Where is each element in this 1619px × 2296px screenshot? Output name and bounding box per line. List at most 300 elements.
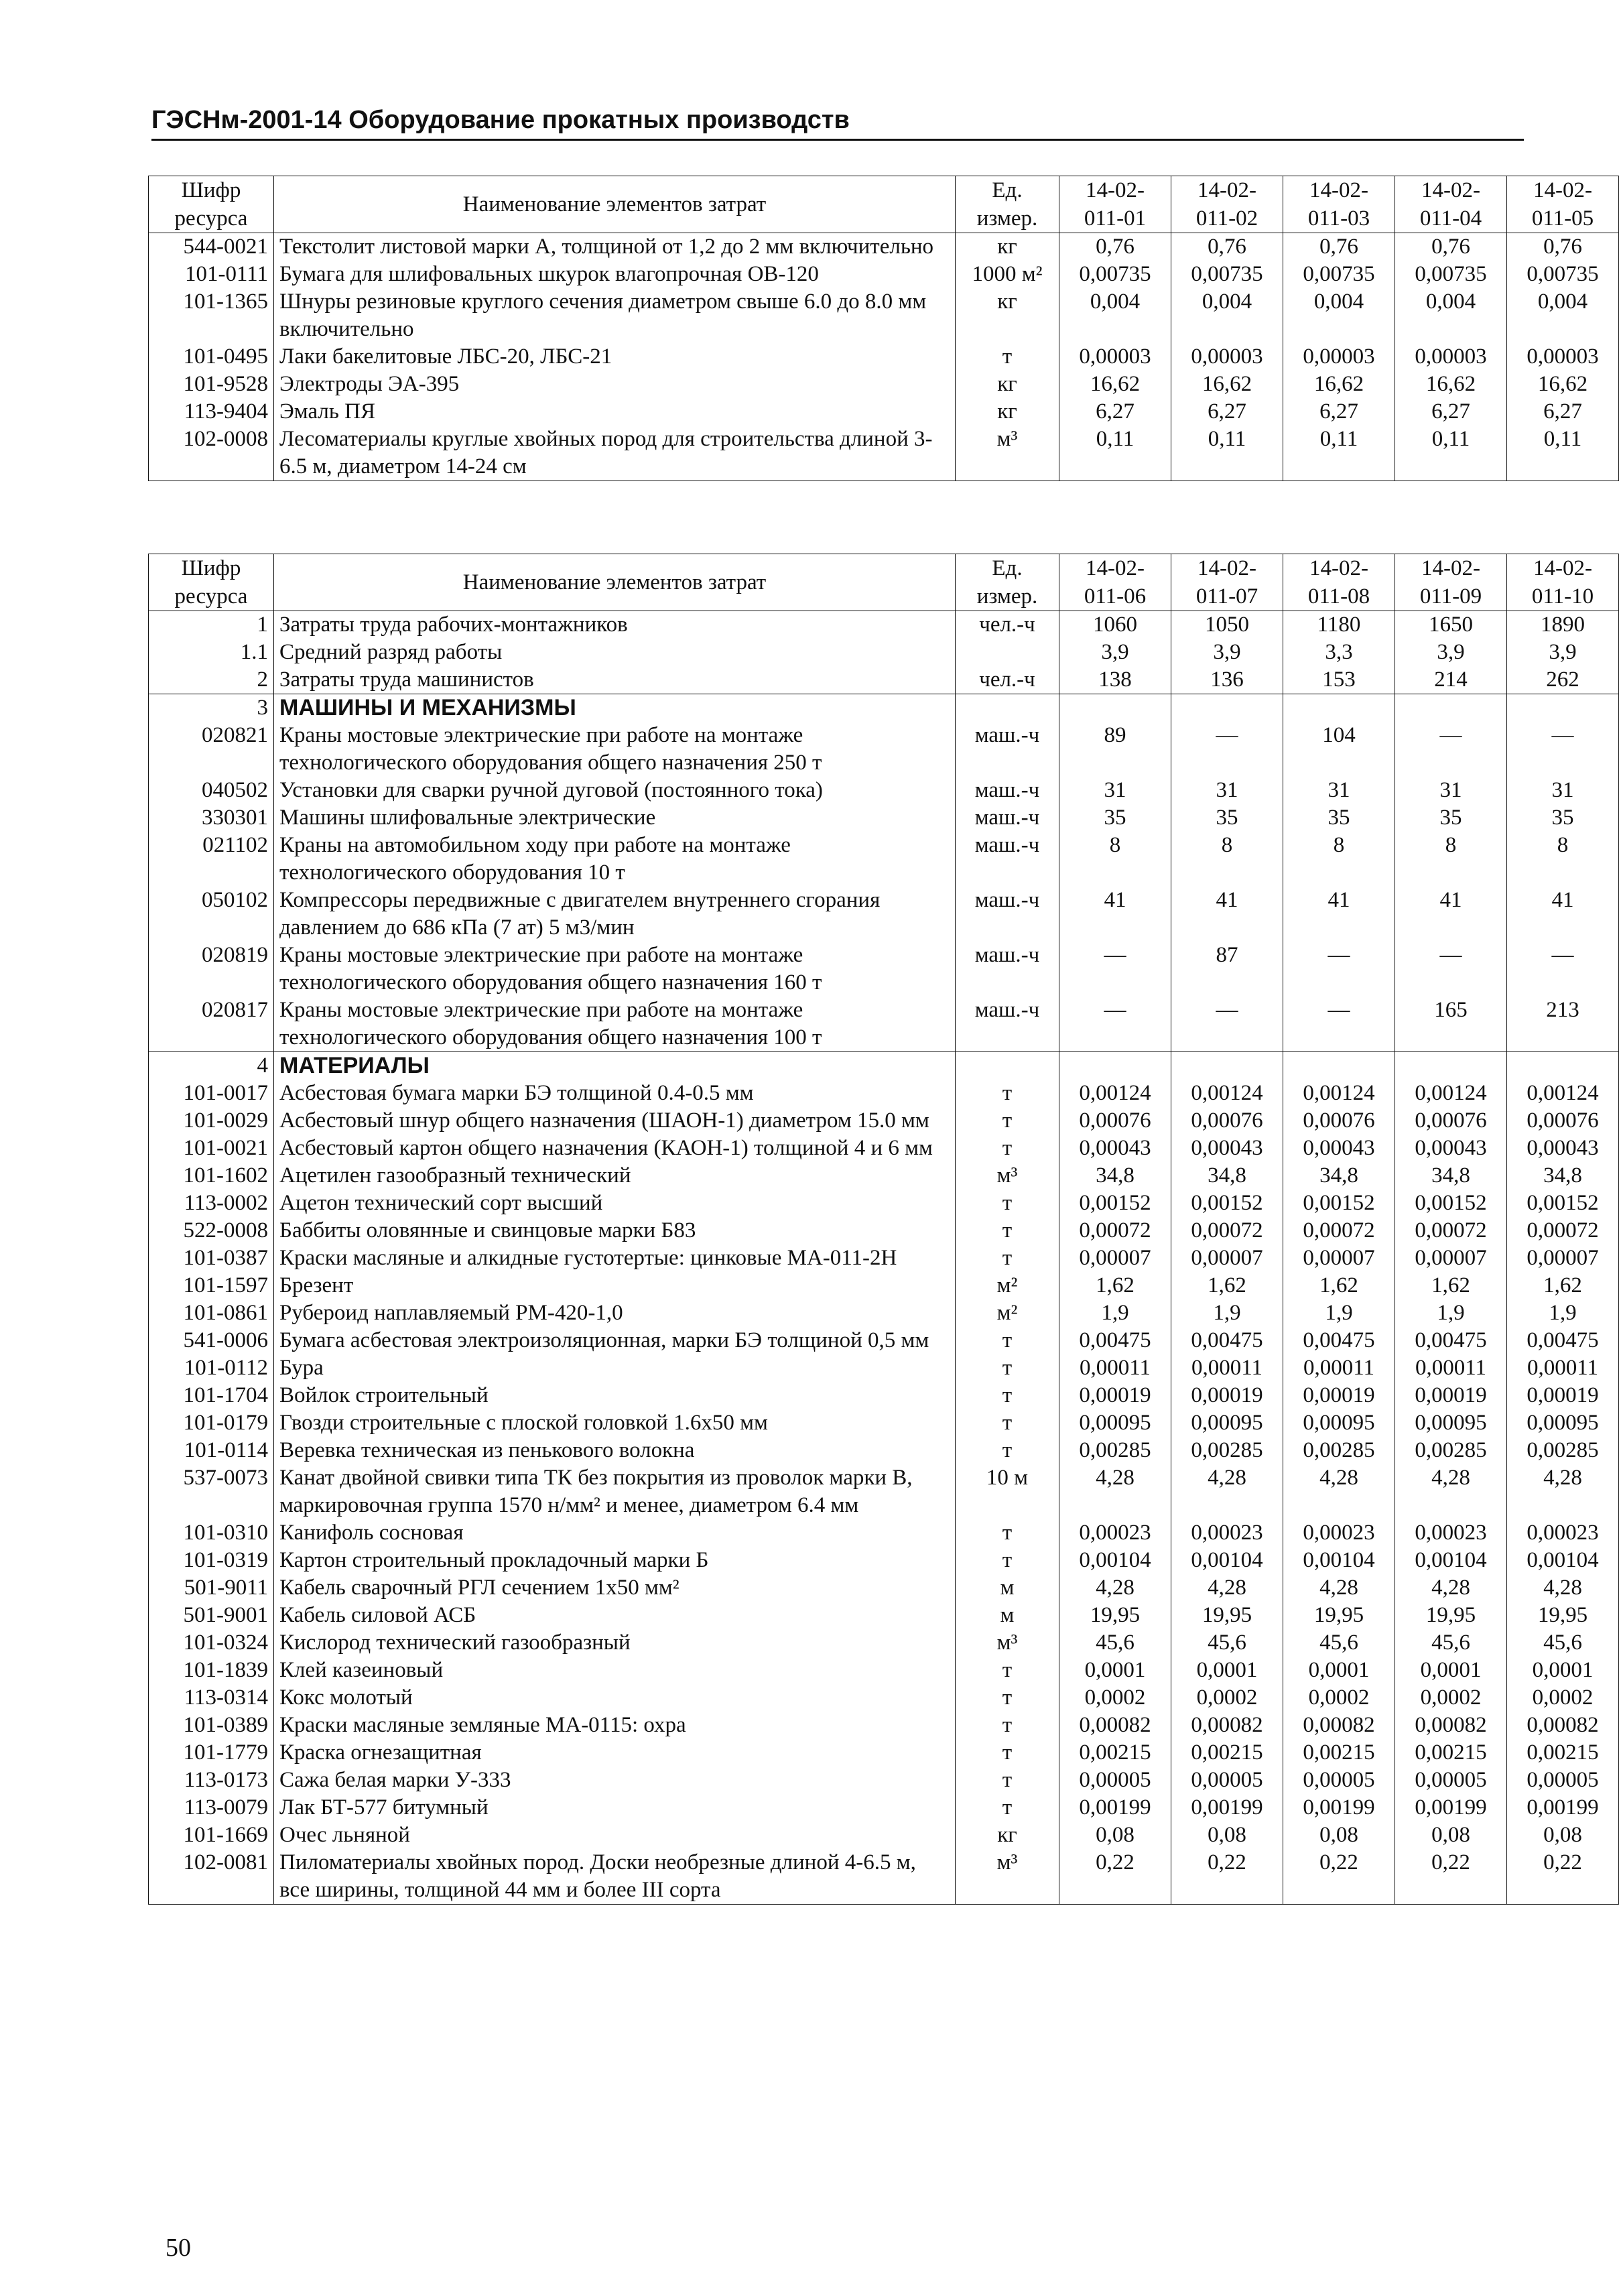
table-row <box>149 804 1619 832</box>
table-row <box>149 1602 1619 1629</box>
value-cell: 0,00003 <box>1171 343 1283 371</box>
resource-name: Краны мостовые электрические при работе на монтаже технологического оборудования общего назначения 100 т <box>274 997 956 1052</box>
resource-code: 101-0387 <box>149 1245 274 1272</box>
unit-cell: кг <box>956 1822 1059 1849</box>
value-cell: — <box>1171 722 1283 777</box>
value-cell: 0,00124 <box>1507 1080 1619 1107</box>
value-cell: 1890 <box>1507 611 1619 639</box>
table-row <box>149 1327 1619 1354</box>
value-cell: 3,9 <box>1171 639 1283 666</box>
value-cell: 0,00005 <box>1059 1767 1171 1794</box>
value-cell: 0,00005 <box>1507 1767 1619 1794</box>
resource-name: Пиломатериалы хвойных пород. Доски необрезные длиной 4-6.5 м, все ширины, толщиной 44 мм и более III сорта <box>274 1849 956 1905</box>
value-cell: 87 <box>1171 942 1283 997</box>
resource-name: Брезент <box>274 1272 956 1299</box>
value-cell: 16,62 <box>1507 371 1619 398</box>
value-cell: 19,95 <box>1171 1602 1283 1629</box>
value-cell: 0,00003 <box>1395 343 1507 371</box>
unit-cell: т <box>956 1767 1059 1794</box>
unit-cell: т <box>956 1657 1059 1684</box>
col-header-norm: 14-02- 011-05 <box>1507 176 1619 233</box>
value-cell <box>1283 694 1395 722</box>
value-cell: 0,00735 <box>1283 261 1395 288</box>
value-cell: 45,6 <box>1171 1629 1283 1657</box>
table-row <box>149 1767 1619 1794</box>
table-body <box>149 233 1619 481</box>
table-header <box>149 176 1619 233</box>
value-cell: 4,28 <box>1059 1464 1171 1519</box>
value-cell: 0,00023 <box>1283 1519 1395 1547</box>
value-cell: 0,00124 <box>1395 1080 1507 1107</box>
unit-cell: м <box>956 1602 1059 1629</box>
value-cell: 1,9 <box>1395 1299 1507 1327</box>
resource-name: Кокс молотый <box>274 1684 956 1712</box>
value-cell: 0,00104 <box>1395 1547 1507 1574</box>
resource-name: Текстолит листовой марки А, толщиной от 1,2 до 2 мм включительно <box>274 233 956 261</box>
value-cell: 4,28 <box>1395 1464 1507 1519</box>
unit-cell: кг <box>956 371 1059 398</box>
value-cell: 4,28 <box>1171 1464 1283 1519</box>
table-row <box>149 1190 1619 1217</box>
value-cell: 0,00152 <box>1171 1190 1283 1217</box>
value-cell: 0,00104 <box>1283 1547 1395 1574</box>
unit-cell: 10 м <box>956 1464 1059 1519</box>
value-cell: 1060 <box>1059 611 1171 639</box>
unit-cell: т <box>956 1217 1059 1245</box>
unit-cell: т <box>956 1107 1059 1135</box>
unit-cell: чел.-ч <box>956 611 1059 639</box>
resource-name: Асбестовый картон общего назначения (КАОН-1) толщиной 4 и 6 мм <box>274 1135 956 1162</box>
resource-name: Очес льняной <box>274 1822 956 1849</box>
unit-cell: т <box>956 1245 1059 1272</box>
value-cell: 0,004 <box>1059 288 1171 343</box>
value-cell: 35 <box>1171 804 1283 832</box>
value-cell: 0,00043 <box>1507 1135 1619 1162</box>
value-cell: 8 <box>1395 832 1507 887</box>
resource-name: Картон строительный прокладочный марки Б <box>274 1547 956 1574</box>
resource-code: 1 <box>149 611 274 639</box>
value-cell: 153 <box>1283 666 1395 694</box>
value-cell: 4,28 <box>1395 1574 1507 1602</box>
table-row <box>149 1354 1619 1382</box>
value-cell: 4,28 <box>1283 1464 1395 1519</box>
table-row <box>149 1135 1619 1162</box>
value-cell: 0,00285 <box>1059 1437 1171 1464</box>
resource-code: 522-0008 <box>149 1217 274 1245</box>
value-cell: 0,00007 <box>1395 1245 1507 1272</box>
table-row <box>149 722 1619 777</box>
value-cell <box>1171 1052 1283 1080</box>
resource-code: 544-0021 <box>149 233 274 261</box>
value-cell: 1,9 <box>1507 1299 1619 1327</box>
value-cell: 0,08 <box>1283 1822 1395 1849</box>
resource-name: Канат двойной свивки типа ТК без покрытия из проволок марки В, маркировочная группа 1570 н/мм² и менее, диаметром 6.4 мм <box>274 1464 956 1519</box>
resource-code: 537-0073 <box>149 1464 274 1519</box>
unit-cell: маш.-ч <box>956 804 1059 832</box>
value-cell: 0,00043 <box>1059 1135 1171 1162</box>
resource-code: 101-0310 <box>149 1519 274 1547</box>
resource-name: МАТЕРИАЛЫ <box>274 1052 956 1080</box>
resource-code: 101-1597 <box>149 1272 274 1299</box>
value-cell: 45,6 <box>1283 1629 1395 1657</box>
resource-name: Краны мостовые электрические при работе на монтаже технологического оборудования общего назначения 250 т <box>274 722 956 777</box>
value-cell: 0,00215 <box>1059 1739 1171 1767</box>
resource-code: 101-1839 <box>149 1657 274 1684</box>
unit-cell: т <box>956 343 1059 371</box>
resource-code: 101-1365 <box>149 288 274 343</box>
value-cell <box>1283 1052 1395 1080</box>
unit-cell: маш.-ч <box>956 997 1059 1052</box>
value-cell: 0,00076 <box>1171 1107 1283 1135</box>
table-row <box>149 1684 1619 1712</box>
header-row <box>149 554 1619 611</box>
value-cell: — <box>1283 997 1395 1052</box>
resource-code: 113-9404 <box>149 398 274 426</box>
unit-cell: т <box>956 1519 1059 1547</box>
table-row <box>149 1162 1619 1190</box>
value-cell: 0,00011 <box>1059 1354 1171 1382</box>
col-header-norm: 14-02- 011-01 <box>1059 176 1171 233</box>
table-row <box>149 1657 1619 1684</box>
resource-name: МАШИНЫ И МЕХАНИЗМЫ <box>274 694 956 722</box>
resource-code: 101-0114 <box>149 1437 274 1464</box>
value-cell: 0,00005 <box>1395 1767 1507 1794</box>
resource-code: 101-0017 <box>149 1080 274 1107</box>
value-cell: 0,00285 <box>1507 1437 1619 1464</box>
resource-name: Затраты труда рабочих-монтажников <box>274 611 956 639</box>
value-cell: 0,00023 <box>1171 1519 1283 1547</box>
value-cell: 0,00199 <box>1395 1794 1507 1822</box>
page-number: 50 <box>166 2234 191 2262</box>
resource-code: 4 <box>149 1052 274 1080</box>
value-cell: 0,0002 <box>1395 1684 1507 1712</box>
unit-cell: т <box>956 1684 1059 1712</box>
resource-code: 020817 <box>149 997 274 1052</box>
resource-code: 101-0021 <box>149 1135 274 1162</box>
value-cell: 0,00735 <box>1059 261 1171 288</box>
unit-cell: кг <box>956 398 1059 426</box>
value-cell: 0,00124 <box>1171 1080 1283 1107</box>
table-row <box>149 1245 1619 1272</box>
resource-name: Краски масляные и алкидные густотертые: цинковые МА-011-2Н <box>274 1245 956 1272</box>
value-cell: 0,00152 <box>1059 1190 1171 1217</box>
resource-code: 101-0495 <box>149 343 274 371</box>
resource-code: 101-0179 <box>149 1409 274 1437</box>
value-cell: 0,00475 <box>1395 1327 1507 1354</box>
resource-code: 040502 <box>149 777 274 804</box>
value-cell: 0,00043 <box>1395 1135 1507 1162</box>
table-row <box>149 942 1619 997</box>
value-cell: 0,00475 <box>1507 1327 1619 1354</box>
value-cell: 0,00735 <box>1507 261 1619 288</box>
unit-cell: т <box>956 1547 1059 1574</box>
resource-code: 330301 <box>149 804 274 832</box>
col-header-norm: 14-02- 011-02 <box>1171 176 1283 233</box>
value-cell: 0,00023 <box>1059 1519 1171 1547</box>
resource-name: Затраты труда машинистов <box>274 666 956 694</box>
resource-name: Компрессоры передвижные с двигателем внутреннего сгорания давлением до 686 кПа (7 ат) 5 м3/мин <box>274 887 956 942</box>
value-cell: 0,76 <box>1395 233 1507 261</box>
resource-name: Краска огнезащитная <box>274 1739 956 1767</box>
value-cell: 35 <box>1395 804 1507 832</box>
resource-name: Канифоль сосновая <box>274 1519 956 1547</box>
value-cell: 0,00019 <box>1395 1382 1507 1409</box>
value-cell: 1,9 <box>1283 1299 1395 1327</box>
unit-cell: 1000 м² <box>956 261 1059 288</box>
value-cell: 31 <box>1283 777 1395 804</box>
value-cell: 136 <box>1171 666 1283 694</box>
value-cell: 19,95 <box>1059 1602 1171 1629</box>
value-cell: 0,00475 <box>1171 1327 1283 1354</box>
table-row <box>149 233 1619 261</box>
unit-cell: т <box>956 1437 1059 1464</box>
table-row <box>149 1409 1619 1437</box>
table-row <box>149 398 1619 426</box>
value-cell: 104 <box>1283 722 1395 777</box>
col-header-code: Шифр ресурса <box>149 176 274 233</box>
value-cell: 0,00215 <box>1507 1739 1619 1767</box>
value-cell: 0,76 <box>1283 233 1395 261</box>
value-cell: 3,3 <box>1283 639 1395 666</box>
value-cell: 0,00007 <box>1507 1245 1619 1272</box>
table-row <box>149 1519 1619 1547</box>
value-cell: 0,00007 <box>1283 1245 1395 1272</box>
value-cell: 45,6 <box>1059 1629 1171 1657</box>
value-cell: 0,00019 <box>1507 1382 1619 1409</box>
value-cell: 165 <box>1395 997 1507 1052</box>
value-cell: 0,00095 <box>1395 1409 1507 1437</box>
table-row <box>149 343 1619 371</box>
value-cell: 0,00735 <box>1171 261 1283 288</box>
value-cell: 89 <box>1059 722 1171 777</box>
value-cell: 41 <box>1283 887 1395 942</box>
table-row <box>149 1299 1619 1327</box>
table-row <box>149 1464 1619 1519</box>
value-cell: 0,00285 <box>1395 1437 1507 1464</box>
value-cell: 16,62 <box>1171 371 1283 398</box>
value-cell: 0,00104 <box>1507 1547 1619 1574</box>
unit-cell: т <box>956 1354 1059 1382</box>
resource-code: 101-0861 <box>149 1299 274 1327</box>
resource-code: 541-0006 <box>149 1327 274 1354</box>
value-cell <box>1059 694 1171 722</box>
value-cell: 0,00124 <box>1059 1080 1171 1107</box>
value-cell: 0,00082 <box>1395 1712 1507 1739</box>
value-cell: — <box>1283 942 1395 997</box>
value-cell: 0,00095 <box>1283 1409 1395 1437</box>
resource-name: Веревка техническая из пенькового волокна <box>274 1437 956 1464</box>
resource-name: Средний разряд работы <box>274 639 956 666</box>
resource-code: 020819 <box>149 942 274 997</box>
value-cell: 1,62 <box>1283 1272 1395 1299</box>
value-cell: — <box>1395 722 1507 777</box>
value-cell: 0,0002 <box>1507 1684 1619 1712</box>
value-cell: 16,62 <box>1059 371 1171 398</box>
value-cell: 0,00072 <box>1395 1217 1507 1245</box>
value-cell: 1050 <box>1171 611 1283 639</box>
value-cell: 0,0001 <box>1395 1657 1507 1684</box>
value-cell: 8 <box>1059 832 1171 887</box>
value-cell: 6,27 <box>1507 398 1619 426</box>
value-cell: 0,00011 <box>1171 1354 1283 1382</box>
section-row <box>149 1052 1619 1080</box>
unit-cell: т <box>956 1739 1059 1767</box>
resource-code: 101-1704 <box>149 1382 274 1409</box>
col-header-norm: 14-02- 011-10 <box>1507 554 1619 611</box>
value-cell: 0,11 <box>1171 426 1283 481</box>
value-cell: 0,00735 <box>1395 261 1507 288</box>
value-cell: 0,00285 <box>1171 1437 1283 1464</box>
unit-cell <box>956 639 1059 666</box>
col-header-norm: 14-02- 011-04 <box>1395 176 1507 233</box>
resource-name: Машины шлифовальные электрические <box>274 804 956 832</box>
col-header-norm: 14-02- 011-06 <box>1059 554 1171 611</box>
value-cell: 0,00076 <box>1283 1107 1395 1135</box>
table-row <box>149 1080 1619 1107</box>
table-row <box>149 639 1619 666</box>
value-cell: 3,9 <box>1059 639 1171 666</box>
value-cell: 0,11 <box>1395 426 1507 481</box>
resource-code: 050102 <box>149 887 274 942</box>
value-cell: 16,62 <box>1283 371 1395 398</box>
value-cell: 0,004 <box>1395 288 1507 343</box>
value-cell: 213 <box>1507 997 1619 1052</box>
table-row <box>149 611 1619 639</box>
resource-name: Краны на автомобильном ходу при работе на монтаже технологического оборудования 10 т <box>274 832 956 887</box>
unit-cell: т <box>956 1327 1059 1354</box>
unit-cell: т <box>956 1409 1059 1437</box>
value-cell: 34,8 <box>1283 1162 1395 1190</box>
value-cell: 0,00215 <box>1395 1739 1507 1767</box>
table-row <box>149 997 1619 1052</box>
unit-cell: т <box>956 1382 1059 1409</box>
value-cell: 35 <box>1059 804 1171 832</box>
value-cell: 34,8 <box>1171 1162 1283 1190</box>
value-cell: 1,62 <box>1395 1272 1507 1299</box>
value-cell: 0,00082 <box>1283 1712 1395 1739</box>
col-header-unit: Ед. измер. <box>956 554 1059 611</box>
value-cell: — <box>1059 942 1171 997</box>
value-cell: 34,8 <box>1507 1162 1619 1190</box>
resource-name: Ацетон технический сорт высший <box>274 1190 956 1217</box>
resource-code: 101-0389 <box>149 1712 274 1739</box>
value-cell: 8 <box>1171 832 1283 887</box>
section-row <box>149 694 1619 722</box>
value-cell: 45,6 <box>1395 1629 1507 1657</box>
value-cell: 35 <box>1283 804 1395 832</box>
value-cell <box>1507 1052 1619 1080</box>
table-row <box>149 777 1619 804</box>
value-cell: 214 <box>1395 666 1507 694</box>
resource-code: 101-0111 <box>149 261 274 288</box>
value-cell: 6,27 <box>1059 398 1171 426</box>
value-cell: 1,9 <box>1059 1299 1171 1327</box>
unit-cell: т <box>956 1190 1059 1217</box>
value-cell: 0,00072 <box>1171 1217 1283 1245</box>
value-cell: 0,00043 <box>1171 1135 1283 1162</box>
value-cell: 0,00095 <box>1507 1409 1619 1437</box>
resource-code: 101-0029 <box>149 1107 274 1135</box>
resource-name: Бумага для шлифовальных шкурок влагопрочная ОВ-120 <box>274 261 956 288</box>
table-row <box>149 1629 1619 1657</box>
value-cell: 41 <box>1395 887 1507 942</box>
resource-name: Краски масляные земляные МА-0115: охра <box>274 1712 956 1739</box>
unit-cell: м <box>956 1574 1059 1602</box>
resource-code: 501-9011 <box>149 1574 274 1602</box>
resource-name: Шнуры резиновые круглого сечения диаметром свыше 6.0 до 8.0 мм включительно <box>274 288 956 343</box>
value-cell: 0,00152 <box>1283 1190 1395 1217</box>
value-cell: 0,08 <box>1507 1822 1619 1849</box>
resource-name: Кабель силовой АСБ <box>274 1602 956 1629</box>
resource-table-2 <box>148 554 1619 1905</box>
resource-code: 113-0002 <box>149 1190 274 1217</box>
value-cell: 16,62 <box>1395 371 1507 398</box>
resource-name: Электроды ЭА-395 <box>274 371 956 398</box>
value-cell: 19,95 <box>1395 1602 1507 1629</box>
value-cell: 0,00199 <box>1507 1794 1619 1822</box>
table-row <box>149 666 1619 694</box>
table-body <box>149 611 1619 1905</box>
value-cell: 0,76 <box>1507 233 1619 261</box>
resource-name: Лак БТ-577 битумный <box>274 1794 956 1822</box>
value-cell <box>1171 694 1283 722</box>
value-cell: 0,00011 <box>1283 1354 1395 1382</box>
page-title: ГЭСНм-2001-14 Оборудование прокатных производств <box>151 106 850 134</box>
col-header-norm: 14-02- 011-03 <box>1283 176 1395 233</box>
table-row <box>149 1272 1619 1299</box>
value-cell: 0,00072 <box>1283 1217 1395 1245</box>
value-cell: 45,6 <box>1507 1629 1619 1657</box>
table-row <box>149 832 1619 887</box>
value-cell: 1,62 <box>1507 1272 1619 1299</box>
value-cell: 0,00475 <box>1059 1327 1171 1354</box>
resource-code: 113-0079 <box>149 1794 274 1822</box>
resource-name: Асбестовая бумага марки БЭ толщиной 0.4-0.5 мм <box>274 1080 956 1107</box>
table-row <box>149 371 1619 398</box>
resource-code: 1.1 <box>149 639 274 666</box>
value-cell: — <box>1171 997 1283 1052</box>
value-cell: 31 <box>1507 777 1619 804</box>
resource-code: 113-0314 <box>149 1684 274 1712</box>
value-cell: 0,00076 <box>1395 1107 1507 1135</box>
value-cell: 0,00199 <box>1059 1794 1171 1822</box>
resource-name: Гвозди строительные с плоской головкой 1.6х50 мм <box>274 1409 956 1437</box>
value-cell: 0,11 <box>1059 426 1171 481</box>
resource-code: 101-1779 <box>149 1739 274 1767</box>
value-cell: 0,00005 <box>1171 1767 1283 1794</box>
value-cell: — <box>1507 722 1619 777</box>
value-cell: 0,11 <box>1507 426 1619 481</box>
resource-code: 102-0008 <box>149 426 274 481</box>
value-cell: 0,004 <box>1507 288 1619 343</box>
value-cell: 262 <box>1507 666 1619 694</box>
table-row <box>149 1822 1619 1849</box>
value-cell: 0,00095 <box>1171 1409 1283 1437</box>
value-cell: 0,00215 <box>1171 1739 1283 1767</box>
value-cell: 0,22 <box>1171 1849 1283 1905</box>
value-cell: 1,62 <box>1059 1272 1171 1299</box>
value-cell: 0,00003 <box>1507 343 1619 371</box>
resource-code: 020821 <box>149 722 274 777</box>
col-header-norm: 14-02- 011-08 <box>1283 554 1395 611</box>
table-row <box>149 1794 1619 1822</box>
col-header-name: Наименование элементов затрат <box>274 554 956 611</box>
table-row <box>149 1849 1619 1905</box>
unit-cell: кг <box>956 288 1059 343</box>
col-header-norm: 14-02- 011-09 <box>1395 554 1507 611</box>
value-cell: 8 <box>1283 832 1395 887</box>
value-cell: 0,00019 <box>1059 1382 1171 1409</box>
